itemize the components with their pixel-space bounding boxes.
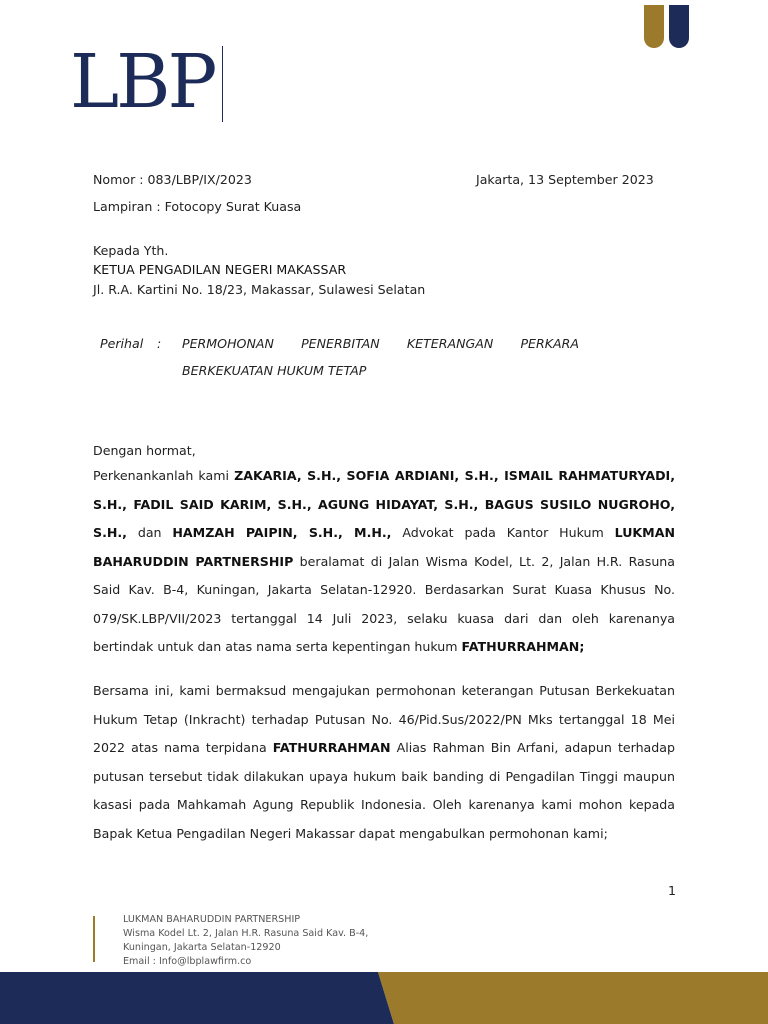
footer-band-gold <box>378 972 768 1024</box>
subject-label: Perihal <box>100 336 144 351</box>
footer-address-1: Wisma Kodel Lt. 2, Jalan H.R. Rasuna Said Kav. B-4, <box>123 928 369 939</box>
decorative-bar-navy <box>669 5 689 48</box>
subject-colon: : <box>157 336 162 351</box>
letter-date: Jakarta, 13 September 2023 <box>476 172 654 187</box>
page-number: 1 <box>668 883 677 898</box>
p1-dan: dan <box>126 525 173 540</box>
subject-word: PENERBITAN <box>301 336 380 351</box>
recipient-name: KETUA PENGADILAN NEGERI MAKASSAR <box>93 262 347 277</box>
subject-word: PERMOHONAN <box>182 336 274 351</box>
p1-mid: Advokat pada Kantor Hukum <box>391 525 615 540</box>
client-name: FATHURRAHMAN; <box>461 639 585 654</box>
recipient-salutation: Kepada Yth. <box>93 243 169 258</box>
lbp-logo: LBP <box>70 39 215 125</box>
body-paragraph-1 <box>93 462 675 662</box>
subject-line-1 <box>182 335 579 353</box>
firm-name: LUKMAN BAHARUDDIN PARTNERSHIP <box>93 525 676 569</box>
footer-address-2: Kuningan, Jakarta Selatan-12920 <box>123 942 281 953</box>
subject-word: KETERANGAN <box>406 336 494 351</box>
decorative-bar-gold <box>644 5 664 48</box>
footer-accent-rule <box>93 916 95 962</box>
subject-line-2: BERKEKUATAN HUKUM TETAP <box>182 363 367 378</box>
advocate-names: ZAKARIA, S.H., SOFIA ARDIANI, S.H., ISMAIL RAHMATURYADI, S.H., FADIL SAID KARIM, S.H., AGUNG HIDAYAT, S.H., BAGUS SUSILO NUGROHO, S.H., <box>93 468 676 540</box>
p1-intro: Perkenankanlah kami <box>93 468 235 483</box>
attachment-line: Lampiran : Fotocopy Surat Kuasa <box>93 199 302 214</box>
letter-number: Nomor : 083/LBP/IX/2023 <box>93 172 252 187</box>
p2-text-2: Alias Rahman Bin Arfani, adapun terhadap putusan tersebut tidak dilakukan upaya hukum baik banding di Pengadilan Tinggi maupun kasasi pada Mahkamah Agung Republik Indonesia. Oleh karenanya kami mohon kepada Bapak Ketua Pengadilan Negeri Makassar dapat mengabulkan permohonan kami; <box>93 740 675 841</box>
logo-divider <box>222 46 223 122</box>
footer-band-navy <box>0 972 394 1024</box>
footer-firm: LUKMAN BAHARUDDIN PARTNERSHIP <box>123 914 301 925</box>
advocate-last-name: HAMZAH PAIPIN, S.H., M.H., <box>172 525 392 540</box>
p2-text-1: Bersama ini, kami bermaksud mengajukan permohonan keterangan Putusan Berkekuatan Hukum Tetap (Inkracht) terhadap Putusan No. 46/Pid.Sus/2022/PN Mks tertanggal 18 Mei 2022 atas nama terpidana <box>93 683 675 755</box>
footer-email: Email : Info@lbplawfirm.co <box>123 956 252 967</box>
subject-word: PERKARA <box>520 336 579 351</box>
footer-band <box>0 972 768 1024</box>
body-paragraph-2 <box>93 677 675 848</box>
convict-name: FATHURRAHMAN <box>272 740 391 755</box>
p1-rest: beralamat di Jalan Wisma Kodel, Lt. 2, Jalan H.R. Rasuna Said Kav. B-4, Kuningan, Jakarta Selatan-12920. Berdasarkan Surat Kuasa Khusus No. 079/SK.LBP/VII/2023 tertanggal 14 Juli 2023, selaku kuasa dari dan oleh karenanya bertindak untuk dan atas nama serta kepentingan hukum <box>93 553 676 654</box>
recipient-address: Jl. R.A. Kartini No. 18/23, Makassar, Sulawesi Selatan <box>93 282 426 297</box>
greeting: Dengan hormat, <box>93 443 196 458</box>
